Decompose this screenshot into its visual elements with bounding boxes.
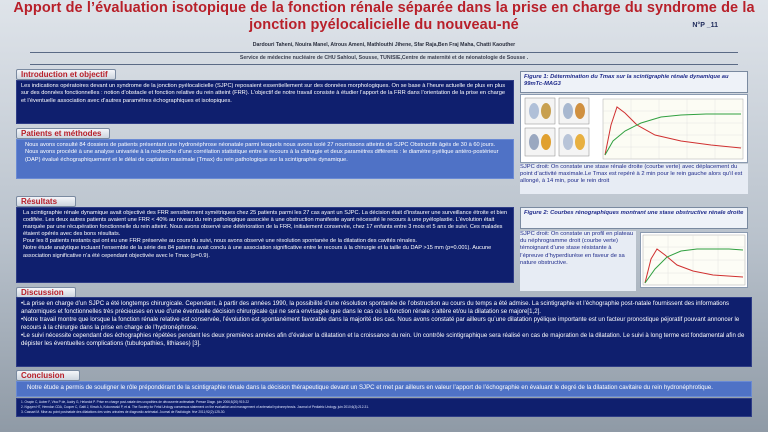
results-text-1: La scintigraphie rénale dynamique avait objectivé des FRR sensiblement symétriques chez 25 patients parmi les 27 cas ayant un SJPC. La décision était d’instaurer une surveillance étroite et bien codifiée. Les deux autres patients avaient une FRR < 40% au niveau du rein pathologique associée à une obstruction manifeste ayant nécessité le recours à une pyéloplastie. L’évolution était marquée par une récupération fonctionnelle du rein atteint. Nous avons observé une détérioration de la FRR, initialement conservée, chez 17 enfants entre 3 mois et 5 ans de suivi. Ces malades étaient opérés avec des bons résultats.	[23, 210, 508, 238]
intro-text: Les indications opératoires devant un syndrome de la jonction pyélocalicielle (SJPC) reposaient essentiellement sur des données morphologiques. On se base à l’heure actuelle de plus en plus sur des données fonctionnelles : notion d’obstacle et fonction relative du rein atteint (FRR). L’objectif de notre travail consiste à étudier l’apport de la FRR dans l’orientation de la prise en charge et l’éventuelle association avec d’autres paramètres échographiques et isotopiques.	[21, 83, 506, 104]
divider-rule	[30, 64, 738, 65]
poster-title-line2: jonction pyélocalicielle du nouveau-né	[249, 17, 519, 33]
figure2-image	[640, 232, 748, 288]
divider-rule	[30, 52, 738, 53]
conclusion-panel	[16, 381, 752, 397]
figure1-image	[520, 94, 748, 163]
discussion-text-1: •La prise en charge d’un SJPC a été longtemps chirurgicale. Cependant, à partir des années 1990, la possibilité d’une résolution spontanée de l’obstruction au cours du temps a été admise. La scintigraphie et l’échographie post-natale fournissent des informations anatomiques et fonctionnelles très précieuses en vue d’une éventuelle décision chirurgicale qui ne sera envisagée que dans le cas où la fonction rénale s’altère et/ou la dilatation se majore[1,2].	[21, 300, 730, 315]
results-text-3: Notre étude analytique incluant l’ensemble de la série des 84 patients avait conclu à une association significative entre le recours à la chirurgie et la taille du DAP >15 mm (p=0.001). Aucune association significative n’a été cependant objectivée avec le Tmax (p=0.9).	[23, 245, 492, 259]
poster-number: N°P _11	[692, 22, 718, 29]
references	[16, 398, 752, 417]
discussion-text-2: •Notre travail montre que lorsque la fonction rénale relative est conservée, l’évolution est spontanément favorable dans la majorité des cas. Nous avons constaté par ailleurs qu’une dilatation pyélique importante est un facteur pronostique péjoratif pouvant annoncer le recours à la chirurgie dans la prise en charge de l’hydronéphrose.	[21, 316, 740, 331]
results-text-2: Pour les 8 patients restants qui ont eu une FRR préservée au cours du suivi, nous avons observé une résolution spontanée de la dilatation des cavités rénales.	[23, 238, 417, 245]
figure2-caption: Figure 2: Courbes rénographiques montrant une stase obstructive rénale droite	[520, 207, 748, 229]
intro-panel	[16, 80, 514, 124]
discussion-panel	[16, 297, 752, 367]
reference-item: 3. Cassart M. Mise au point postnatale des dilatations des voies urinaires de diagnostic anténatal. Journal de Radiologie. févr 2011;92(2):125-30.	[21, 410, 226, 414]
figure1-caption: Figure 1: Détermination du Tmax sur la scintigraphie rénale dynamique au 99mTc-MAG3	[520, 71, 748, 93]
figure2-description: SJPC droit: On constate un profil en plateau du néphrogramme droit (courbe verte) témoignant d’une stase résistante à l’épreuve d’hyperdiurèse en faveur de sa nature obstructive.	[520, 231, 636, 291]
reference-item: 1. Orapin C, Auber F, Viva P de, Audry G, Helardot P. Prise en charge post-natale des uropathies de découverte anténatale. Presse Diagn. juin 2006;8(20):919-22	[21, 400, 250, 404]
results-heading: Résultats	[16, 196, 76, 207]
reference-item: 2. Nguyen HT, Herndon CDA, Cooper C, Gatti J, Kirsch A, Kokorowski P, et al. The Society for Fetal Urology consensus statement on the evaluation and management of antenatal hydronephrosis. Journal of Pediatric Urology. juin 2010;6(3):212-31.	[21, 405, 369, 409]
discussion-text-3: •Le suivi nécessite cependant des échographies répétées pendant les deux premières années afin d’évaluer la dilatation et la croissance du rein. Un contrôle scintigraphique sera réalisé en cas de majoration de la dilatation. Le suivi à long terme est fondamental afin de dépister les éventuelles complications (tubulopathies, lithiases) [3].	[21, 332, 745, 347]
conclusion-text: Notre étude a permis de souligner le rôle prépondérant de la scintigraphie rénale dans la décision thérapeutique devant un SJPC et met par ailleurs en valeur l’apport de l’échographie en évaluant le degré de la dilatation cavitaire du rein hydronéphrotique.	[27, 384, 713, 391]
methods-heading: Patients et méthodes	[16, 128, 110, 139]
conclusion-heading: Conclusion	[16, 370, 80, 381]
methods-text: Nous avons consulté 84 dossiers de patients présentant une hydronéphrose néonatale parmi lesquels nous avons isolé 27 nourrissons atteints de SJPC Obstructifs âgés de 30 à 60 jours. Nous avons procédé à une analyse univariée à la recherche d’une corrélation statistique entre le recours à la chirurgie et deux paramètres différents : le diamètre pyélique antéro-postérieur (DAP) évalué échographiquement et le délai de captation maximale (Tmax) du rein pathologique sur la scintigraphie dynamique.	[25, 142, 499, 163]
results-panel	[16, 207, 514, 283]
intro-heading: Introduction et objectif	[16, 69, 116, 80]
methods-panel	[16, 139, 514, 179]
figure1-description: SJPC droit: On constate une stase rénale droite (courbe verte) avec déplacement du point d’activité maximale.Le Tmax est repéré à 2 min pour le rein gauche alors qu’il est allongé, à 14 min, pour le rein droit	[520, 164, 748, 194]
poster-title-line1: Apport de l’évaluation isotopique de la fonction rénale séparée dans la prise en charge du syndrome de la	[13, 0, 755, 16]
affiliation-line: Service de médecine nucléaire de CHU Sahloul, Sousse, TUNISIE,Centre de maternité et de néonatologie de Sousse .	[239, 55, 529, 61]
authors-line: Dardouri Taheni, Nouira Manel, Atrous Ameni, Mathlouthi Jihene, Sfar Raja,Ben Fraj Maha, Chatti Kaouther	[252, 42, 516, 48]
poster-title	[0, 0, 768, 40]
discussion-heading: Discussion	[16, 287, 76, 298]
